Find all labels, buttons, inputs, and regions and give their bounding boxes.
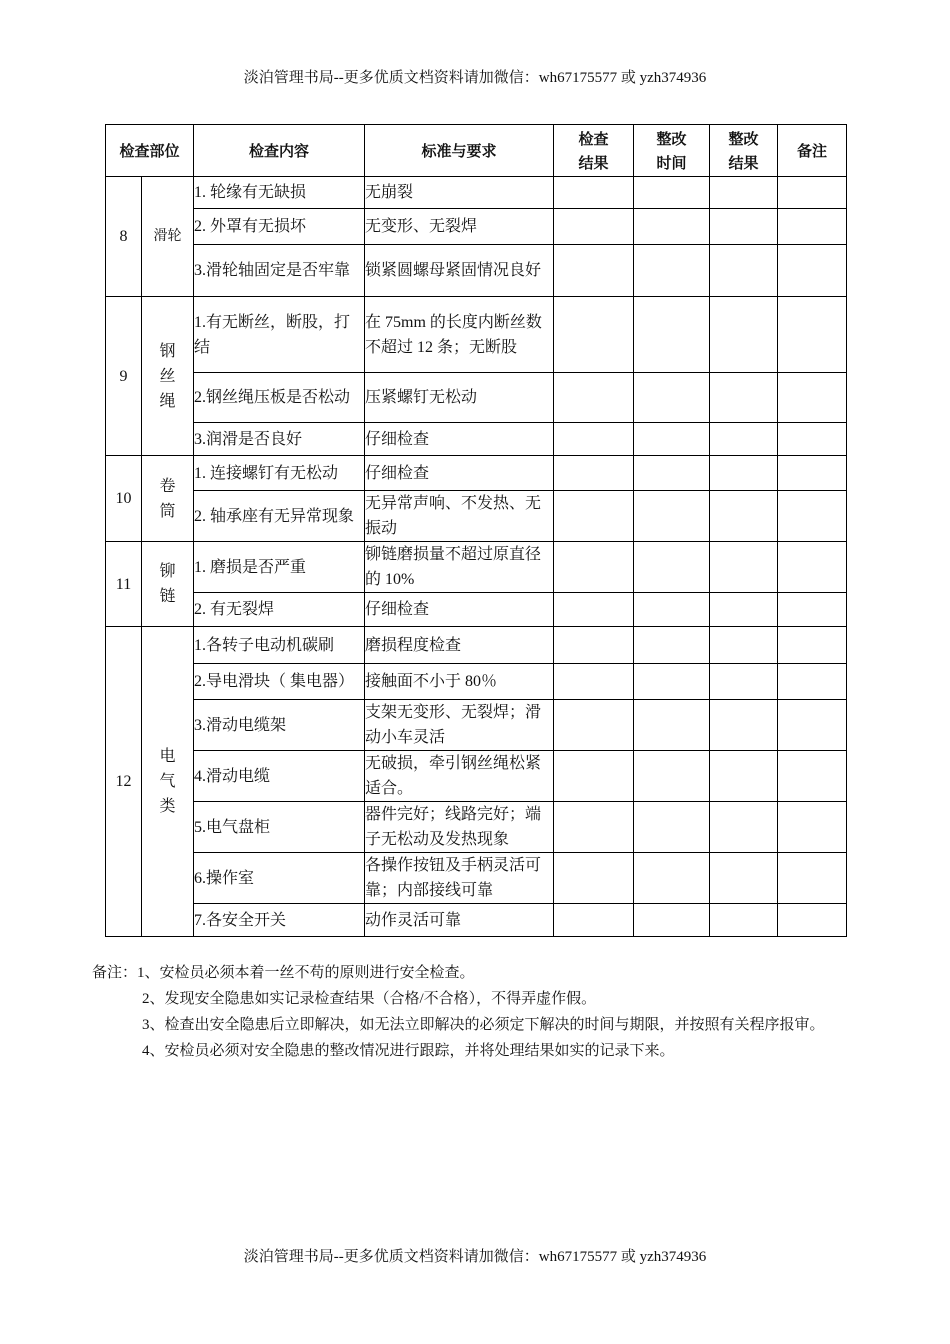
remark-cell (778, 904, 847, 937)
fix-result-cell (710, 904, 778, 937)
check-content: 3.滑轮轴固定是否牢靠 (194, 245, 365, 297)
fix-result-cell (710, 802, 778, 853)
check-content: 2.导电滑块（ 集电器） (194, 664, 365, 700)
fix-time-cell (634, 700, 710, 751)
row-number: 10 (106, 456, 142, 542)
remark-cell (778, 373, 847, 423)
check-standard: 在 75mm 的长度内断丝数不超过 12 条；无断股 (365, 297, 554, 373)
check-standard: 磨损程度检查 (365, 627, 554, 664)
fix-time-cell (634, 593, 710, 627)
result-cell (554, 456, 634, 491)
note-1: 备注：1、安检员必须本着一丝不苟的原则进行安全检查。 (92, 965, 475, 981)
header-result: 检查 结果 (554, 125, 634, 177)
result-cell (554, 542, 634, 593)
header-standard: 标准与要求 (365, 125, 554, 177)
check-standard: 无破损，牵引钢丝绳松紧适合。 (365, 751, 554, 802)
check-standard: 无崩裂 (365, 177, 554, 209)
part-name: 钢 丝 绳 (142, 297, 194, 456)
part-name: 滑轮 (142, 177, 194, 297)
table-row (106, 853, 847, 904)
result-cell (554, 700, 634, 751)
fix-result-cell (710, 245, 778, 297)
result-cell (554, 491, 634, 542)
check-standard: 器件完好；线路完好；端子无松动及发热现象 (365, 802, 554, 853)
fix-time-cell (634, 209, 710, 245)
fix-time-cell (634, 423, 710, 456)
fix-time-cell (634, 853, 710, 904)
page-header: 淡泊管理书局--更多优质文档资料请加微信：wh67175577 或 yzh374936 (243, 70, 707, 86)
table-row (106, 627, 847, 664)
fix-result-cell (710, 177, 778, 209)
page-footer: 淡泊管理书局--更多优质文档资料请加微信：wh67175577 或 yzh374936 (243, 1249, 707, 1265)
result-cell (554, 664, 634, 700)
fix-time-cell (634, 751, 710, 802)
header-fix-time: 整改 时间 (634, 125, 710, 177)
fix-time-cell (634, 297, 710, 373)
check-content: 3.滑动电缆架 (194, 700, 365, 751)
check-content: 3.润滑是否良好 (194, 423, 365, 456)
fix-result-cell (710, 700, 778, 751)
remark-cell (778, 853, 847, 904)
fix-result-cell (710, 751, 778, 802)
fix-result-cell (710, 209, 778, 245)
table-row (106, 904, 847, 937)
row-number: 12 (106, 627, 142, 937)
row-number: 8 (106, 177, 142, 297)
fix-result-cell (710, 373, 778, 423)
result-cell (554, 423, 634, 456)
table-row (106, 802, 847, 853)
header-remark: 备注 (778, 125, 847, 177)
fix-time-cell (634, 373, 710, 423)
remark-cell (778, 542, 847, 593)
fix-time-cell (634, 802, 710, 853)
check-content: 2.钢丝绳压板是否松动 (194, 373, 365, 423)
result-cell (554, 297, 634, 373)
part-name: 卷 筒 (142, 456, 194, 542)
fix-result-cell (710, 423, 778, 456)
table-row (106, 177, 847, 209)
table-row (106, 456, 847, 491)
remark-cell (778, 593, 847, 627)
fix-result-cell (710, 542, 778, 593)
fix-time-cell (634, 664, 710, 700)
remark-cell (778, 245, 847, 297)
table-row (106, 297, 847, 373)
check-content: 4.滑动电缆 (194, 751, 365, 802)
remark-cell (778, 456, 847, 491)
fix-result-cell (710, 593, 778, 627)
check-standard: 无异常声响、不发热、无振动 (365, 491, 554, 542)
table-row (106, 423, 847, 456)
check-standard: 锁紧圆螺母紧固情况良好 (365, 245, 554, 297)
result-cell (554, 802, 634, 853)
check-content: 1. 轮缘有无缺损 (194, 177, 365, 209)
row-number: 11 (106, 542, 142, 627)
table-row (106, 373, 847, 423)
result-cell (554, 627, 634, 664)
table-row (106, 209, 847, 245)
check-standard: 无变形、无裂焊 (365, 209, 554, 245)
table-row (106, 593, 847, 627)
remark-cell (778, 491, 847, 542)
fix-time-cell (634, 904, 710, 937)
check-standard: 各操作按钮及手柄灵活可靠；内部接线可靠 (365, 853, 554, 904)
table-row (106, 491, 847, 542)
check-standard: 支架无变形、无裂焊；滑动小车灵活 (365, 700, 554, 751)
check-content: 2. 外罩有无损坏 (194, 209, 365, 245)
part-name: 铆 链 (142, 542, 194, 627)
check-content: 1. 磨损是否严重 (194, 542, 365, 593)
fix-time-cell (634, 627, 710, 664)
fix-result-cell (710, 491, 778, 542)
remark-cell (778, 802, 847, 853)
fix-time-cell (634, 456, 710, 491)
result-cell (554, 751, 634, 802)
fix-time-cell (634, 491, 710, 542)
check-standard: 铆链磨损量不超过原直径的 10% (365, 542, 554, 593)
fix-time-cell (634, 245, 710, 297)
remark-cell (778, 423, 847, 456)
result-cell (554, 209, 634, 245)
check-content: 2. 有无裂焊 (194, 593, 365, 627)
remark-cell (778, 700, 847, 751)
remark-cell (778, 751, 847, 802)
fix-result-cell (710, 627, 778, 664)
remark-cell (778, 297, 847, 373)
header-fix-result: 整改 结果 (710, 125, 778, 177)
header-content: 检查内容 (194, 125, 365, 177)
fix-result-cell (710, 853, 778, 904)
table-row (106, 245, 847, 297)
fix-result-cell (710, 297, 778, 373)
check-standard: 仔细检查 (365, 423, 554, 456)
note-4: 4、安检员必须对安全隐患的整改情况进行跟踪，并将处理结果如实的记录下来。 (142, 1043, 675, 1059)
header-part: 检查部位 (106, 125, 194, 177)
check-content: 5.电气盘柜 (194, 802, 365, 853)
check-content: 2. 轴承座有无异常现象 (194, 491, 365, 542)
check-content: 1.有无断丝，断股，打结 (194, 297, 365, 373)
check-standard: 仔细检查 (365, 456, 554, 491)
fix-time-cell (634, 542, 710, 593)
check-standard: 压紧螺钉无松动 (365, 373, 554, 423)
table-row (106, 542, 847, 593)
remark-cell (778, 209, 847, 245)
check-standard: 接触面不小于 80％ (365, 664, 554, 700)
note-3: 3、检查出安全隐患后立即解决，如无法立即解决的必须定下解决的时间与期限，并按照有关程序报审。 (142, 1017, 825, 1033)
table-row (106, 751, 847, 802)
inspection-table (105, 124, 847, 937)
notes-section (92, 960, 842, 1064)
result-cell (554, 593, 634, 627)
note-2: 2、发现安全隐患如实记录检查结果（合格/不合格），不得弄虚作假。 (142, 991, 597, 1007)
result-cell (554, 177, 634, 209)
check-content: 6.操作室 (194, 853, 365, 904)
result-cell (554, 853, 634, 904)
fix-result-cell (710, 456, 778, 491)
fix-time-cell (634, 177, 710, 209)
remark-cell (778, 177, 847, 209)
check-content: 1.各转子电动机碳刷 (194, 627, 365, 664)
fix-result-cell (710, 664, 778, 700)
remark-cell (778, 664, 847, 700)
remark-cell (778, 627, 847, 664)
result-cell (554, 245, 634, 297)
check-standard: 动作灵活可靠 (365, 904, 554, 937)
check-content: 7.各安全开关 (194, 904, 365, 937)
table-row (106, 700, 847, 751)
check-content: 1. 连接螺钉有无松动 (194, 456, 365, 491)
result-cell (554, 904, 634, 937)
part-name: 电 气 类 (142, 627, 194, 937)
table-header-row (106, 125, 847, 177)
row-number: 9 (106, 297, 142, 456)
check-standard: 仔细检查 (365, 593, 554, 627)
result-cell (554, 373, 634, 423)
table-row (106, 664, 847, 700)
